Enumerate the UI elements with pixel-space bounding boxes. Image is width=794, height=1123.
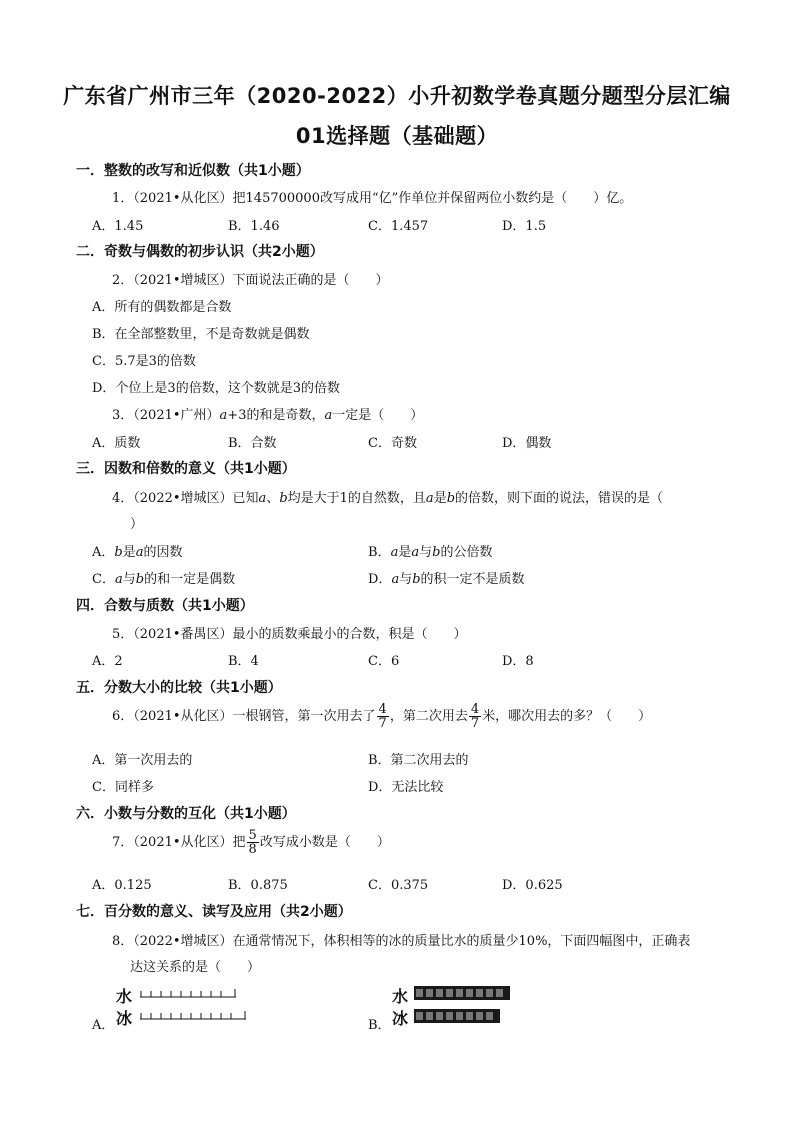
q4-a-var-a: a xyxy=(135,545,144,560)
q5-option-c: C．6 xyxy=(368,654,400,669)
q6-option-c: C．同样多 xyxy=(92,780,154,795)
q7-fraction xyxy=(247,829,259,856)
q1-option-a: A．1.45 xyxy=(92,219,144,234)
q4-a-post: 是 xyxy=(122,545,136,560)
q8-a-water-label: 水 xyxy=(116,987,133,1006)
q5-option-b: B．4 xyxy=(228,654,259,669)
q3-option-d: D．偶数 xyxy=(502,436,552,451)
section-heading-3: 三．因数和倍数的意义（共1小题） xyxy=(76,461,296,477)
question-3-stem xyxy=(112,404,423,423)
section-heading-7: 七．百分数的意义、读写及应用（共2小题） xyxy=(76,904,352,920)
q4-c-var-a: a xyxy=(114,572,123,587)
q3-var-a: a xyxy=(219,408,228,423)
q4-d-end: 的积一定不是质数 xyxy=(420,572,525,587)
q4-var-a2: a xyxy=(425,491,434,506)
q8-a-ice-ruler xyxy=(140,1010,246,1020)
q4-option-a xyxy=(92,541,183,560)
q8-a-water-ruler xyxy=(140,988,236,998)
q6-stem-mid: ，第二次用去 xyxy=(389,709,468,724)
q8-option-b-label: B． xyxy=(368,1018,391,1033)
q1-option-c: C．1.457 xyxy=(368,219,429,234)
q4-c-var-b: b xyxy=(135,572,145,587)
q3-stem-pre: 3．（2021•广州） xyxy=(112,408,220,423)
q8-b-water-bar xyxy=(414,986,510,1000)
question-1-stem: 1．（2021•从化区）把145700000改写成用“亿”作单位并保留两位小数约是（ ）亿。 xyxy=(112,191,633,206)
section-heading-1: 一．整数的改写和近似数（共1小题） xyxy=(76,163,310,179)
q4-b-post: 是 xyxy=(398,545,412,560)
q4-a-end: 的因数 xyxy=(143,545,183,560)
q4-d-var-a: a xyxy=(391,572,400,587)
section-heading-6: 六．小数与分数的互化（共1小题） xyxy=(76,806,296,822)
q3-option-b: B．合数 xyxy=(228,436,277,451)
question-8-stem-line2: 达这关系的是（ ） xyxy=(130,960,261,975)
q4-c-end: 的和一定是偶数 xyxy=(144,572,236,587)
q7-f-num: 5 xyxy=(248,828,257,843)
q4-option-b xyxy=(368,541,492,560)
q4-var-b2: b xyxy=(446,491,456,506)
q7-f-den: 8 xyxy=(248,842,257,857)
q6-fraction-1 xyxy=(377,703,389,730)
q7-option-d: D．0.625 xyxy=(502,878,563,893)
q6-f1-num: 4 xyxy=(378,702,387,717)
q4-a-var-b: b xyxy=(114,545,123,560)
q1-option-b: B．1.46 xyxy=(228,219,280,234)
page-title: 广东省广州市三年（2020-2022）小升初数学卷真题分题型分层汇编 xyxy=(63,84,731,108)
q4-d-var-b: b xyxy=(412,572,421,587)
q7-option-b: B．0.875 xyxy=(228,878,288,893)
q5-option-a: A．2 xyxy=(92,654,123,669)
q3-option-c: C．奇数 xyxy=(368,436,417,451)
q3-stem-post: 一定是（ ） xyxy=(332,408,424,423)
q8-b-ice-label: 冰 xyxy=(392,1009,409,1028)
q5-option-d: D．8 xyxy=(502,654,534,669)
q7-option-c: C．0.375 xyxy=(368,878,429,893)
q8-a-ice-label: 冰 xyxy=(116,1009,133,1028)
q4-b-mid: 与 xyxy=(419,545,433,560)
q6-f2-num: 4 xyxy=(470,702,480,717)
q4-c-mid: 与 xyxy=(122,572,136,587)
q1-option-d: D．1.5 xyxy=(502,219,547,234)
q4-option-c xyxy=(92,568,235,587)
q4-d-pre: D． xyxy=(368,572,392,587)
q3-option-a: A．质数 xyxy=(92,436,141,451)
q4-stem-mid2: 是 xyxy=(433,491,447,506)
q6-option-b: B．第二次用去的 xyxy=(368,753,469,768)
question-6-stem xyxy=(112,703,651,730)
q8-option-a-label: A． xyxy=(92,1018,115,1033)
q4-b-pre: B． xyxy=(368,545,391,560)
q3-stem-mid: +3的和是奇数， xyxy=(227,408,325,423)
q4-b-var-b: b xyxy=(432,545,441,560)
q6-option-d: D．无法比较 xyxy=(368,780,444,795)
q6-stem-pre: 6．（2021•从化区）一根钢管，第一次用去了 xyxy=(112,709,376,724)
question-4-close: ） xyxy=(130,517,144,532)
q7-stem-pre: 7．（2021•从化区）把 xyxy=(112,835,246,850)
question-5-stem: 5．（2021•番禺区）最小的质数乘最小的合数，积是（ ） xyxy=(112,627,467,642)
question-7-stem xyxy=(112,829,390,856)
q2-option-a: A．所有的偶数都是合数 xyxy=(92,300,232,315)
q8-b-water-label: 水 xyxy=(392,987,409,1006)
q2-option-c: C．5.7是3的倍数 xyxy=(92,354,196,369)
q2-option-d: D．个位上是3的倍数，这个数就是3的倍数 xyxy=(92,381,340,396)
q7-stem-post: 改写成小数是（ ） xyxy=(259,835,390,850)
page-subtitle: 01选择题（基础题） xyxy=(295,124,499,148)
section-heading-2: 二．奇数与偶数的初步认识（共2小题） xyxy=(76,244,324,260)
q4-stem-pre: 4．（2022•增城区）已知 xyxy=(112,491,259,506)
q7-option-a: A．0.125 xyxy=(92,878,152,893)
q6-stem-post: 米，哪次用去的多？（ ） xyxy=(482,709,652,724)
q4-var-b: b xyxy=(279,491,288,506)
question-8-stem-line1: 8．（2022•增城区）在通常情况下，体积相等的冰的质量比水的质量少10%，下面四幅图中，正确表 xyxy=(112,934,691,949)
q4-d-mid: 与 xyxy=(399,572,413,587)
q6-f1-den: 7 xyxy=(378,716,387,731)
q4-a-pre: A． xyxy=(92,545,115,560)
question-2-stem: 2．（2021•增城区）下面说法正确的是（ ） xyxy=(112,273,389,288)
q4-option-d xyxy=(368,568,525,587)
q4-c-pre: C． xyxy=(92,572,115,587)
q4-b-var-a: a xyxy=(390,545,399,560)
section-heading-4: 四．合数与质数（共1小题） xyxy=(76,598,254,614)
q4-var-a: a xyxy=(258,491,267,506)
q6-f2-den: 7 xyxy=(470,716,480,731)
section-heading-5: 五．分数大小的比较（共1小题） xyxy=(76,680,282,696)
q3-var-a2: a xyxy=(324,408,333,423)
q4-b-var-a2: a xyxy=(411,545,420,560)
q2-option-b: B．在全部整数里，不是奇数就是偶数 xyxy=(92,327,310,342)
q6-fraction-2 xyxy=(469,703,481,730)
q4-stem-mid: 均是大于1的自然数，且 xyxy=(287,491,426,506)
q6-option-a: A．第一次用去的 xyxy=(92,753,193,768)
q8-b-ice-bar xyxy=(414,1009,500,1023)
q4-b-end: 的公倍数 xyxy=(440,545,493,560)
question-4-stem xyxy=(112,487,663,506)
q4-stem-post: 的倍数，则下面的说法，错误的是（ xyxy=(455,491,664,506)
q4-sep: 、 xyxy=(266,491,280,506)
